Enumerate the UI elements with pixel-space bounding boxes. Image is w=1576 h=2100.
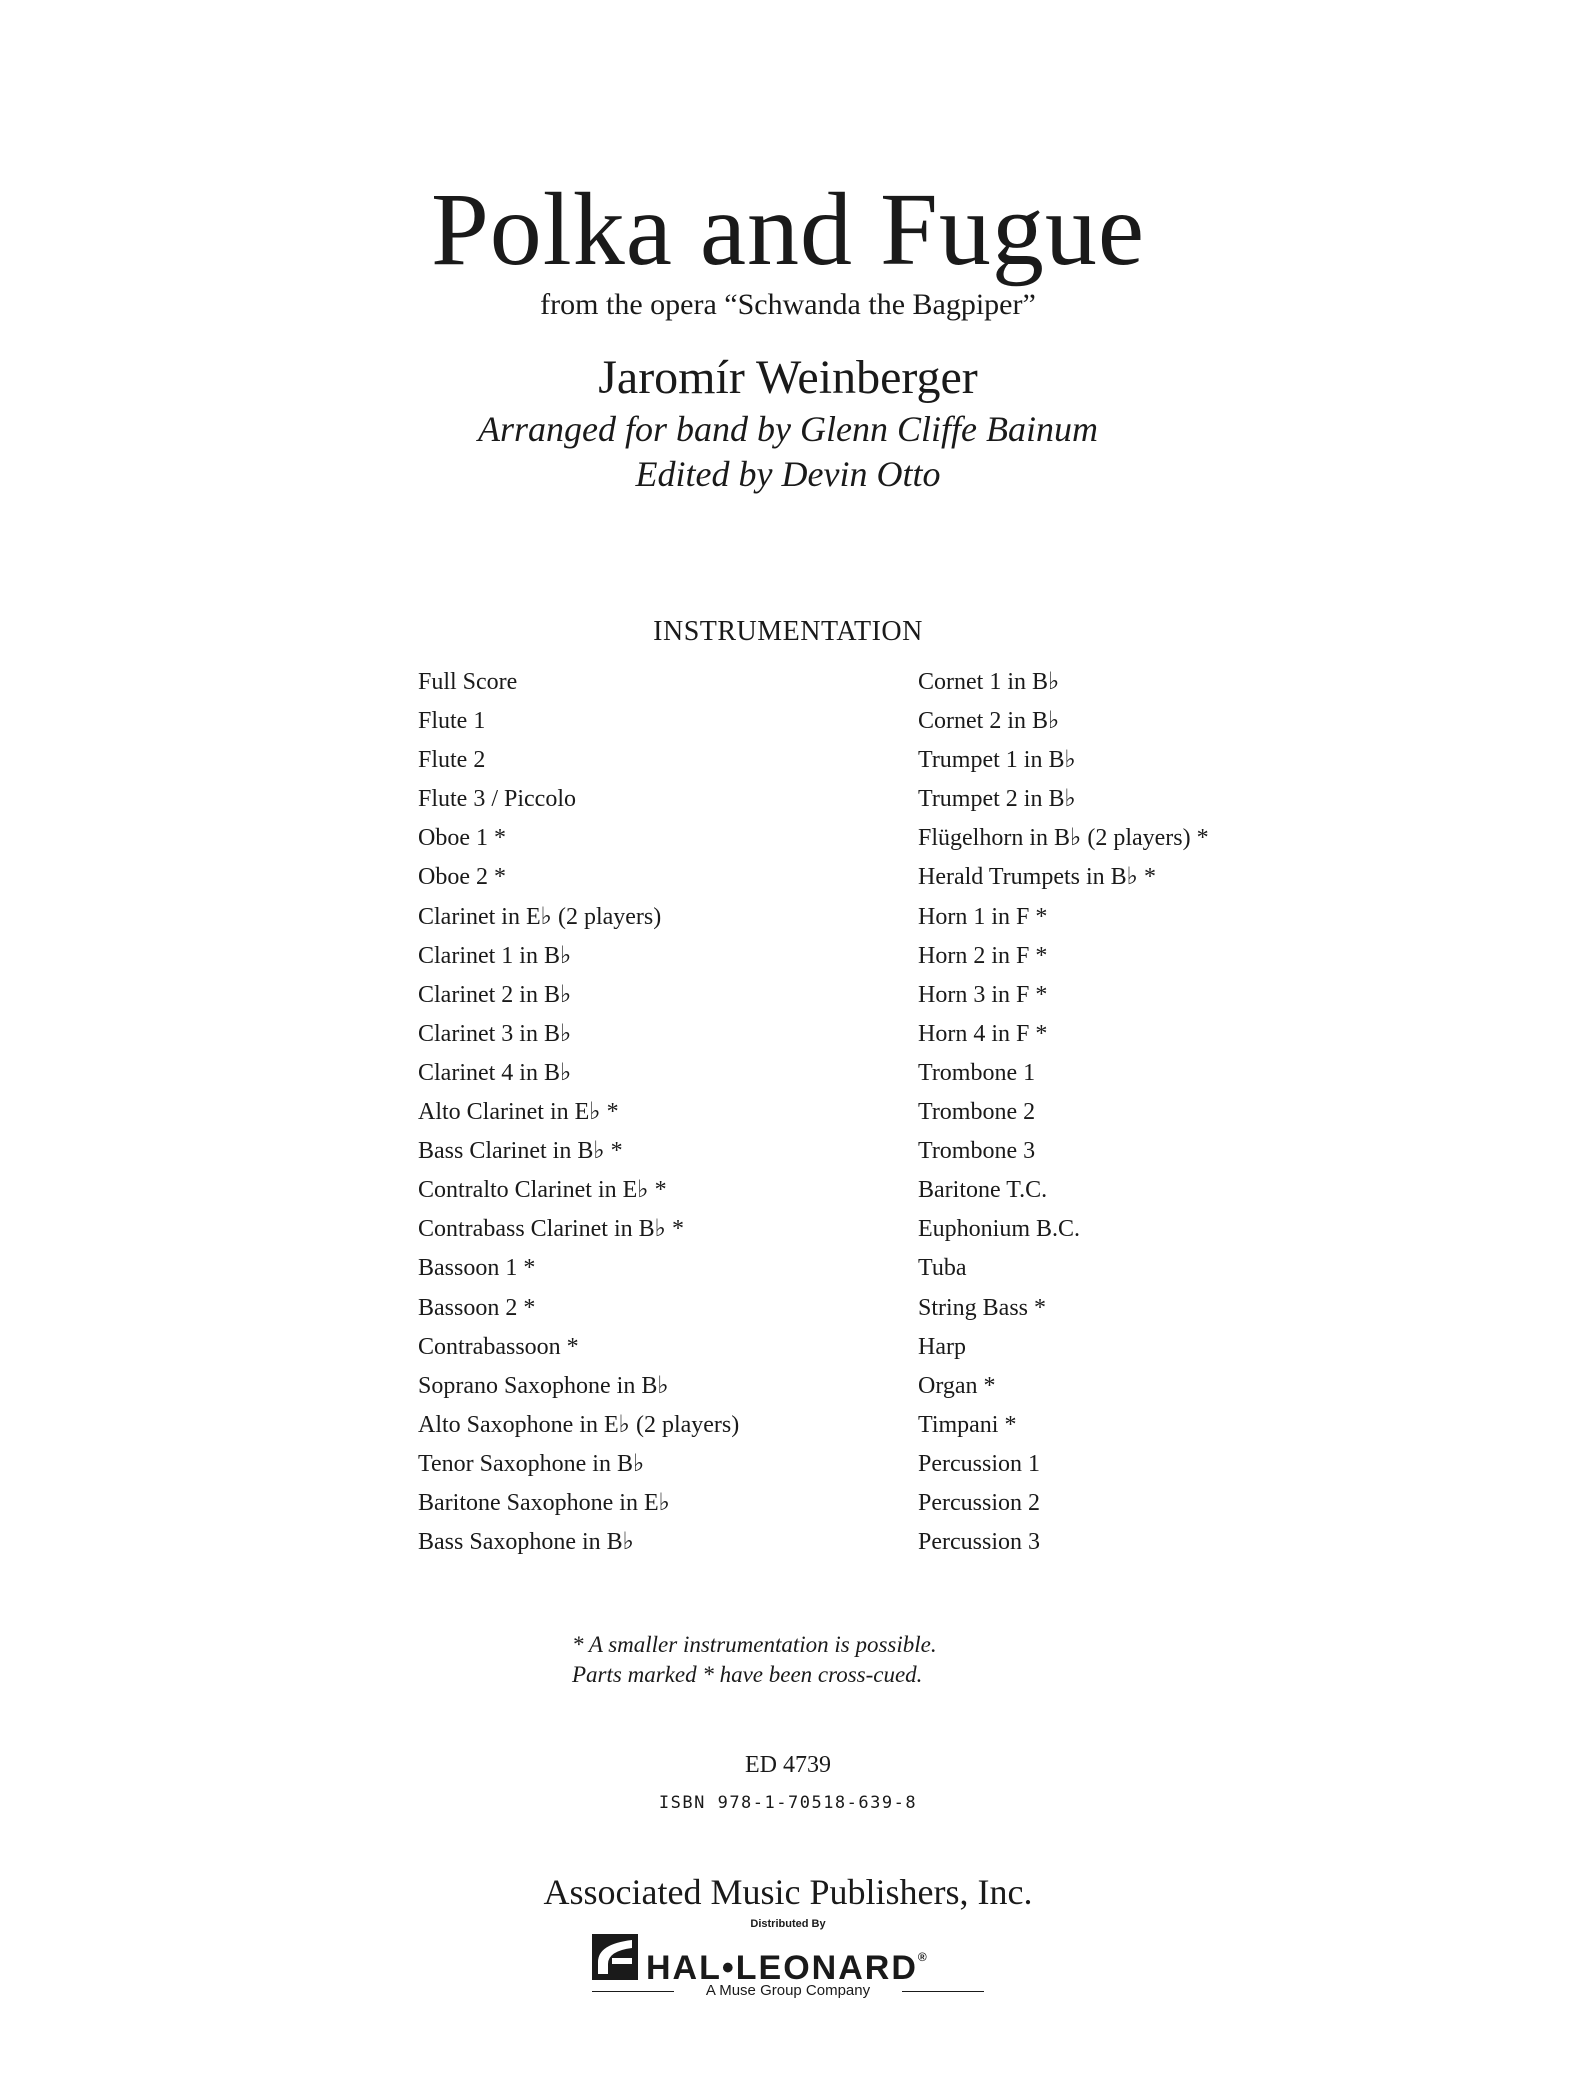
instrument-item: Flügelhorn in B♭ (2 players) * — [918, 825, 1209, 852]
instrument-item: Bassoon 1 * — [418, 1255, 536, 1282]
arranger-credit: Arranged for band by Glenn Cliffe Bainum — [478, 409, 1098, 449]
page-title: Polka and Fugue — [430, 172, 1146, 287]
instrument-item: Horn 2 in F * — [918, 942, 1048, 969]
instrumentation-left-column — [418, 663, 739, 1562]
muse-group-tagline — [592, 1980, 984, 2002]
instrument-item: Full Score — [418, 669, 518, 695]
instrument-item: Clarinet 3 in B♭ — [418, 1020, 572, 1047]
instrument-item: Cornet 2 in B♭ — [918, 708, 1060, 735]
instrument-item: Trumpet 2 in B♭ — [918, 786, 1076, 813]
hal-leonard-wordmark — [646, 1934, 927, 1987]
composer: Jaromír Weinberger — [598, 351, 978, 404]
instrument-item: Soprano Saxophone in B♭ — [418, 1372, 669, 1399]
subtitle: from the opera “Schwanda the Bagpiper” — [540, 288, 1036, 321]
instrument-item: Timpani * — [918, 1411, 1017, 1438]
instrument-item: Percussion 1 — [918, 1450, 1040, 1477]
instrument-item: Horn 3 in F * — [918, 981, 1048, 1008]
footnote-line: Parts marked * have been cross-cued. — [572, 1662, 923, 1687]
instrument-item: Alto Saxophone in E♭ (2 players) — [418, 1411, 740, 1438]
instrument-item: Trombone 2 — [918, 1099, 1036, 1126]
hal-leonard-logo — [592, 1934, 984, 1987]
instrument-item: Cornet 1 in B♭ — [918, 669, 1060, 695]
publisher-name: Associated Music Publishers, Inc. — [543, 1872, 1033, 1912]
instrument-item: Flute 3 / Piccolo — [418, 786, 576, 813]
instrument-item: Organ * — [918, 1372, 996, 1399]
instrument-item: String Bass * — [918, 1294, 1047, 1321]
tagline-text: A Muse Group Company — [705, 1982, 871, 1999]
instrument-item: Clarinet in E♭ (2 players) — [418, 903, 662, 930]
instrument-item: Trumpet 1 in B♭ — [918, 747, 1076, 774]
instrument-item: Clarinet 4 in B♭ — [418, 1059, 572, 1086]
instrument-item: Horn 4 in F * — [918, 1020, 1048, 1047]
isbn: ISBN 978-1-70518-639-8 — [658, 1793, 918, 1813]
instrument-item: Oboe 1 * — [418, 825, 506, 852]
instrument-item: Bass Saxophone in B♭ — [418, 1529, 634, 1556]
instrument-item: Clarinet 1 in B♭ — [418, 942, 572, 969]
divider — [902, 1991, 984, 1992]
instrument-item: Baritone T.C. — [918, 1177, 1048, 1204]
instrument-item: Tuba — [918, 1255, 967, 1282]
instrument-item: Flute 1 — [418, 708, 486, 735]
instrument-item: Contralto Clarinet in E♭ * — [418, 1177, 667, 1204]
instrument-item: Horn 1 in F * — [918, 903, 1048, 930]
instrument-item: Alto Clarinet in E♭ * — [418, 1099, 619, 1126]
instrument-item: Trombone 1 — [918, 1059, 1036, 1086]
instrument-item: Oboe 2 * — [418, 864, 506, 891]
instrument-item: Baritone Saxophone in E♭ — [418, 1489, 670, 1516]
instrument-item: Flute 2 — [418, 747, 486, 774]
edition-number: ED 4739 — [745, 1752, 831, 1778]
distributed-by-label: Distributed By — [750, 1918, 826, 1930]
footnote-line: * A smaller instrumentation is possible. — [572, 1632, 937, 1657]
hal-leonard-mark-icon — [592, 1934, 638, 1980]
hal-leonard-text: HAL•LEONARD — [646, 1949, 918, 1987]
instrument-item: Contrabassoon * — [418, 1333, 579, 1360]
instrument-item: Herald Trumpets in B♭ * — [918, 864, 1156, 891]
instrument-item: Clarinet 2 in B♭ — [418, 981, 572, 1008]
instrumentation-heading: INSTRUMENTATION — [653, 616, 923, 647]
instrument-item: Harp — [918, 1333, 966, 1360]
instrument-item: Euphonium B.C. — [918, 1216, 1081, 1243]
instrumentation-right-column — [918, 663, 1209, 1562]
instrument-item: Trombone 3 — [918, 1138, 1036, 1165]
divider — [592, 1991, 674, 1992]
instrument-item: Contrabass Clarinet in B♭ * — [418, 1216, 684, 1243]
editor-credit: Edited by Devin Otto — [635, 454, 941, 494]
registered-mark: ® — [917, 1950, 927, 1964]
instrument-item: Percussion 2 — [918, 1489, 1040, 1516]
instrument-item: Tenor Saxophone in B♭ — [418, 1450, 645, 1477]
instrument-item: Bassoon 2 * — [418, 1294, 536, 1321]
instrument-item: Percussion 3 — [918, 1529, 1040, 1556]
footnote — [572, 1630, 937, 1690]
instrument-item: Bass Clarinet in B♭ * — [418, 1138, 623, 1165]
